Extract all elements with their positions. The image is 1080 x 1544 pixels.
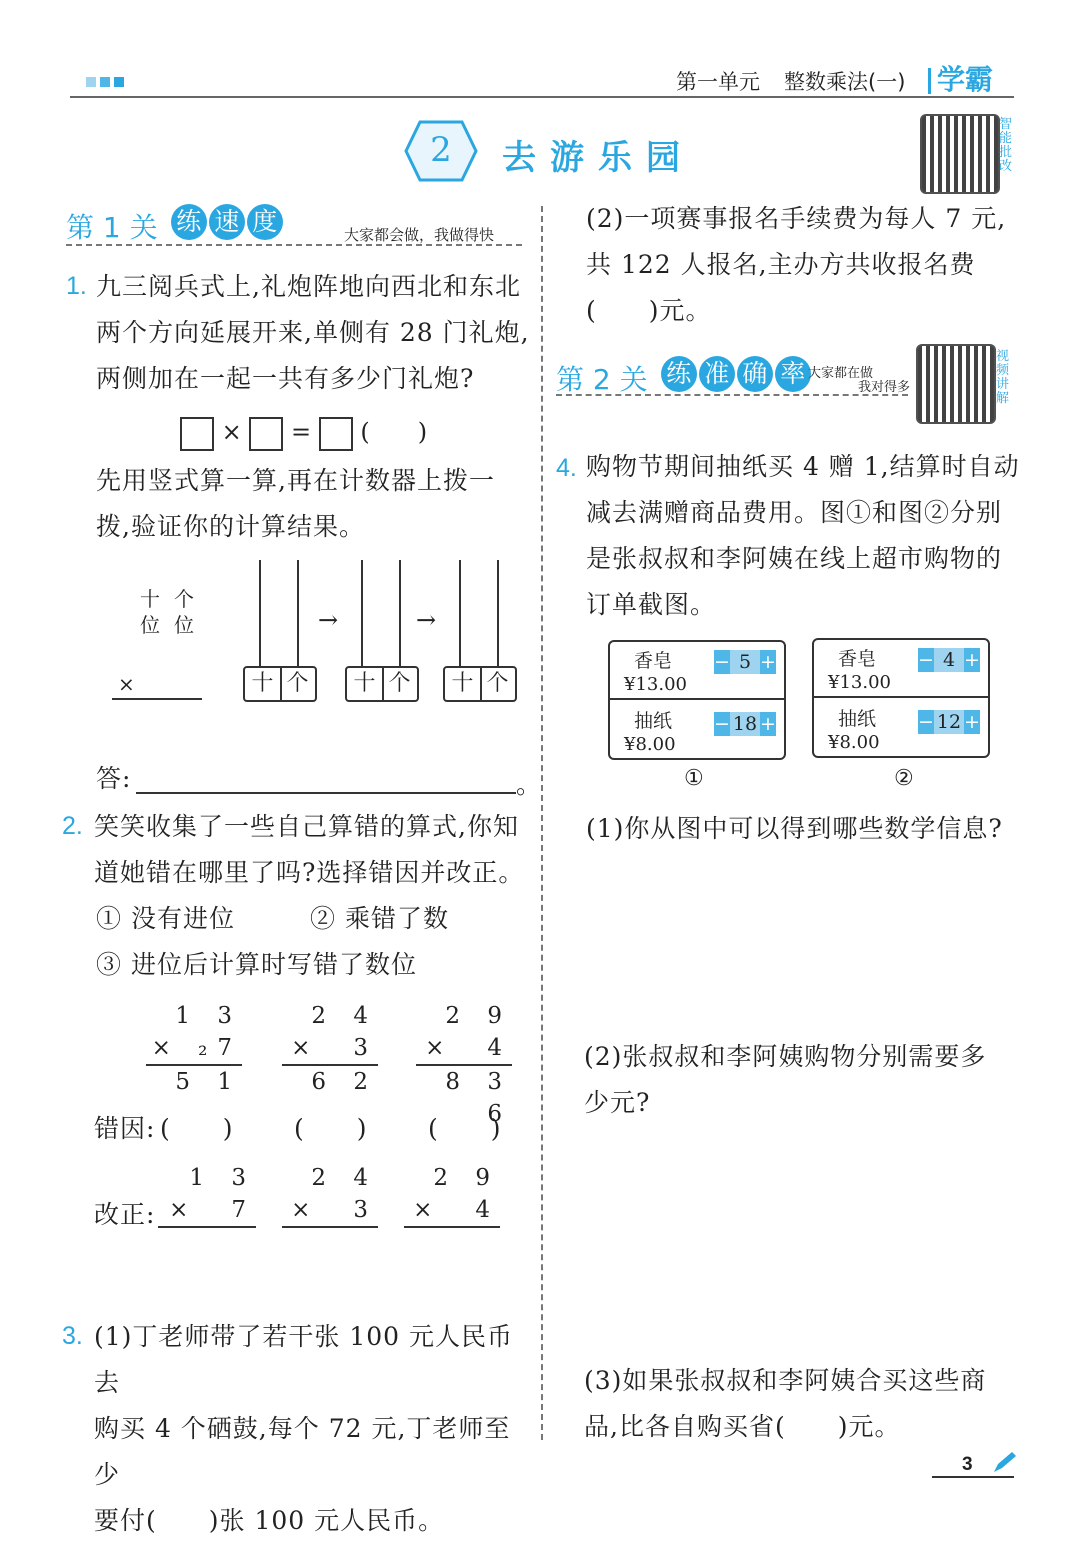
figure-label: ②	[894, 766, 914, 791]
order-screenshot-card: 香皂 ¥13.00 − 5 + 抽纸 ¥8.00 − 18 +	[608, 640, 786, 760]
level1-slogan: 大家都会做，我做得快	[344, 226, 495, 244]
correction-calculation[interactable]: 2 9 × 4	[404, 1162, 500, 1228]
place-label-one: 个 位	[174, 587, 194, 637]
footer-line	[932, 1476, 1014, 1478]
q3-part1: (1)丁老师带了若干张 100 元人民币去 购买 4 个硒鼓,每个 72 元,丁老师至少 要付( )张 100 元人民币。	[94, 1322, 514, 1535]
level1-prefix: 第 1 关	[66, 210, 158, 244]
place-label-ten: 十 位	[140, 587, 160, 637]
level2-slogan-2: 我对得多	[858, 380, 911, 395]
level2-banner: 第 2 关 练 准 确 率	[556, 356, 813, 398]
quantity-stepper[interactable]: − 12 +	[918, 711, 980, 733]
level2-underline	[556, 394, 908, 396]
q4-text: 购物节期间抽纸买 4 赠 1,结算时自动 减去满赠商品费用。图①和图②分别 是张叔叔和李阿姨在线上超市购物的 订单截图。	[586, 452, 1020, 619]
quantity-stepper[interactable]: − 5 +	[714, 651, 776, 673]
figure-label: ①	[684, 766, 704, 791]
q2-option-2: ② 乘错了数	[310, 904, 449, 933]
lesson-number: 2	[430, 130, 452, 170]
q2-reason-label: 错因:	[94, 1114, 156, 1143]
q1-unit-blank[interactable]: ( )	[360, 418, 428, 446]
blank-box[interactable]	[319, 417, 353, 451]
brand-logo: 学霸	[928, 58, 993, 98]
q1-instructions: 先用竖式算一算,再在计数器上拨一 拨,验证你的计算结果。	[96, 466, 495, 541]
qr-code-icon[interactable]	[920, 114, 1000, 194]
q2-reason-blank[interactable]: ( )	[428, 1114, 502, 1143]
q4-sub1: (1)你从图中可以得到哪些数学信息?	[586, 814, 1003, 843]
header-rule	[70, 96, 1014, 98]
header-decoration	[86, 72, 124, 91]
quantity-stepper[interactable]: − 18 +	[714, 713, 776, 735]
q2-reason-blank[interactable]: ( )	[294, 1114, 368, 1143]
pencil-icon	[990, 1450, 1018, 1476]
qr-code-video-icon[interactable]	[916, 344, 996, 424]
arrow-icon: →	[318, 606, 339, 634]
column-divider	[541, 206, 543, 1440]
wrong-calculation: 2 9 × 4 8 3 6	[416, 1000, 512, 1130]
correction-calculation[interactable]: 2 4 × 3	[282, 1162, 378, 1228]
wrong-calculation: 2 4 × 3 6 2	[282, 1000, 378, 1098]
level1-banner: 第 1 关 练 速 度	[66, 204, 285, 246]
page-number: 3	[962, 1454, 973, 1475]
blank-box[interactable]	[249, 417, 283, 451]
header-unit: 第一单元	[676, 70, 760, 94]
q3-part2: (2)一项赛事报名手续费为每人 7 元, 共 122 人报名,主办方共收报名费 ( )元。	[586, 204, 1007, 325]
q4-sub2: (2)张叔叔和李阿姨购物分别需要多 少元?	[584, 1042, 987, 1117]
q4-sub3: (3)如果张叔叔和李阿姨合买这些商 品,比各自购买省( )元。	[584, 1366, 987, 1441]
level2-slogan-1: 大家都在做	[808, 366, 874, 381]
q1-answer-line[interactable]	[136, 792, 516, 794]
q3-number: 3.	[62, 1322, 83, 1350]
qr-label-video: 视频讲解	[996, 349, 1010, 406]
level1-underline	[66, 244, 522, 246]
q2-option-1: ① 没有进位	[96, 904, 235, 933]
q2-option-3: ③ 进位后计算时写错了数位	[96, 950, 417, 979]
q4-number: 4.	[556, 454, 577, 482]
q1-number: 1.	[66, 272, 87, 300]
q1-equation: × = ( )	[180, 412, 427, 451]
q1-text: 九三阅兵式上,礼炮阵地向西北和东北 两个方向延展开来,单侧有 28 门礼炮, 两侧加在一起一共有多少门礼炮?	[96, 272, 530, 393]
blank-box[interactable]	[180, 417, 214, 451]
level2-prefix: 第 2 关	[556, 362, 648, 396]
q1-answer-label: 答:	[96, 764, 132, 793]
q2-text: 笑笑收集了一些自己算错的算式,你知 道她错在哪里了吗?选择错因并改正。	[94, 812, 525, 887]
q1-answer-end: 。	[516, 770, 543, 799]
q2-reason-blank[interactable]: ( )	[160, 1114, 234, 1143]
order-screenshot-card: 香皂 ¥13.00 − 4 + 抽纸 ¥8.00 − 12 +	[812, 638, 990, 758]
quantity-stepper[interactable]: − 4 +	[918, 649, 980, 671]
q1-times-sign: ×	[118, 672, 135, 696]
qr-label-grading: 智能批改	[999, 117, 1013, 174]
lesson-title: 去游乐园	[502, 138, 694, 178]
q2-number: 2.	[62, 812, 83, 840]
wrong-calculation: 1 3 × ₂7 5 1	[146, 1000, 242, 1098]
correction-calculation[interactable]: 1 3 × 7	[158, 1162, 256, 1228]
q2-fix-label: 改正:	[94, 1200, 156, 1229]
arrow-icon: →	[416, 606, 437, 634]
header-topic: 整数乘法(一)	[784, 70, 906, 94]
q1-product-line	[112, 698, 202, 700]
